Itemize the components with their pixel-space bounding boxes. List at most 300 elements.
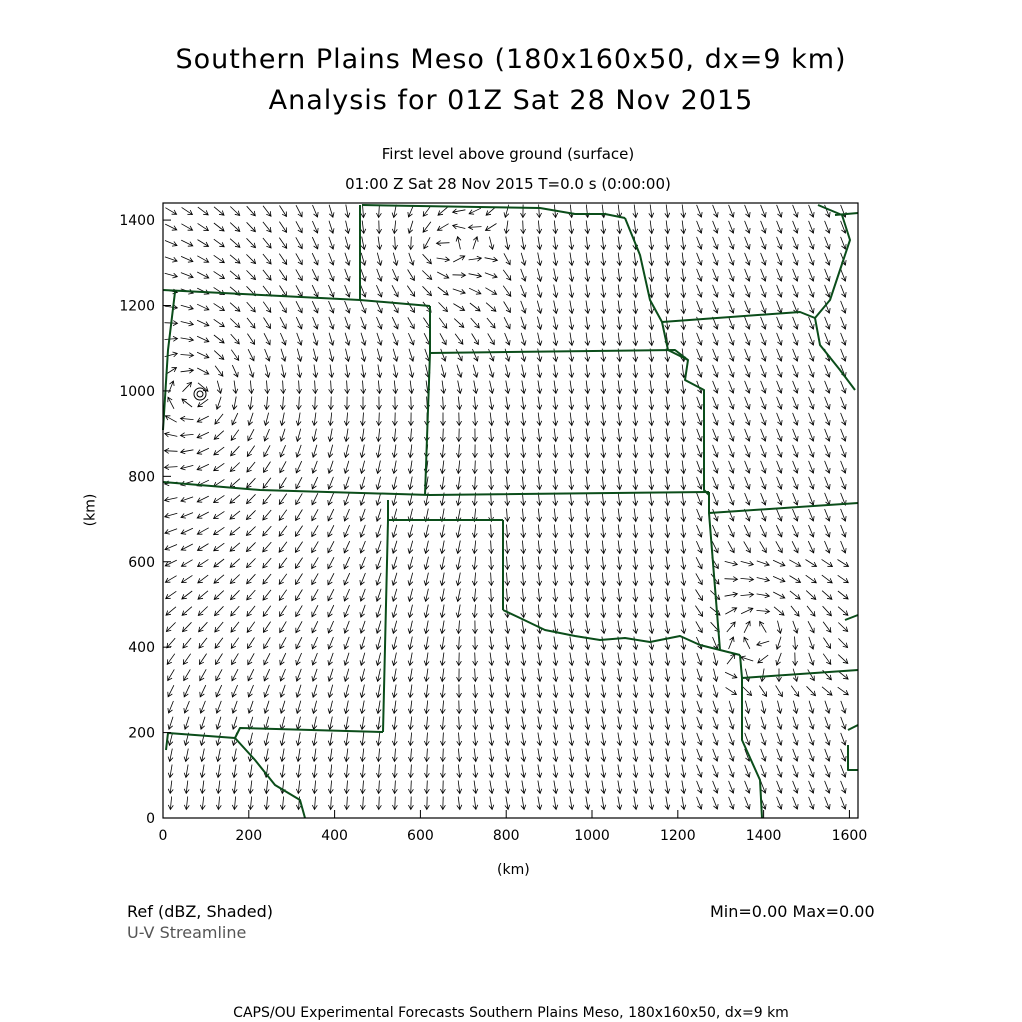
wind-vector-arrow [296, 637, 302, 649]
wind-vector-arrow [633, 285, 638, 298]
wind-vector-arrow [825, 317, 831, 329]
wind-vector-arrow [424, 525, 429, 538]
wind-vector-arrow [809, 749, 814, 761]
wind-vector-arrow [344, 781, 349, 794]
wind-vector-arrow [456, 349, 462, 361]
wind-vector-arrow [296, 781, 301, 794]
wind-vector-arrow [505, 381, 510, 394]
wind-vector-arrow [617, 493, 622, 506]
wind-vector-arrow [392, 285, 398, 297]
wind-vector-arrow [440, 541, 445, 554]
wind-vector-arrow [230, 255, 240, 263]
wind-vector-arrow [328, 653, 333, 665]
wind-vector-arrow [376, 685, 381, 698]
wind-vector-arrow [809, 717, 814, 729]
wind-vector-arrow [521, 237, 526, 250]
wind-vector-arrow [344, 765, 349, 778]
wind-vector-arrow [809, 493, 815, 505]
wind-vector-arrow [313, 333, 318, 345]
wind-vector-arrow [457, 797, 462, 810]
wind-vector-arrow [182, 575, 193, 582]
wind-vector-arrow [569, 317, 574, 330]
wind-vector-arrow [745, 797, 751, 809]
state-border-co-east [425, 306, 430, 495]
wind-vector-arrow [392, 637, 397, 650]
wind-vector-arrow [279, 494, 286, 505]
wind-vector-arrow [376, 557, 381, 569]
wind-vector-arrow [344, 493, 349, 505]
wind-vector-arrow [280, 461, 286, 472]
wind-vector-arrow [165, 497, 178, 502]
wind-vector-arrow [601, 573, 606, 586]
wind-vector-arrow [713, 397, 719, 409]
wind-vector-arrow [422, 271, 431, 280]
wind-vector-arrow [263, 478, 271, 488]
wind-vector-arrow [281, 365, 286, 378]
wind-vector-arrow [585, 781, 590, 794]
wind-vector-arrow [345, 333, 350, 345]
wind-vector-arrow [469, 256, 482, 261]
wind-vector-arrow [489, 605, 494, 618]
wind-vector-arrow [601, 509, 606, 522]
wind-vector-arrow [761, 509, 767, 521]
wind-vector-arrow [344, 669, 349, 682]
wind-vector-arrow [809, 797, 815, 809]
wind-vector-arrow [793, 461, 799, 473]
wind-vector-arrow [729, 349, 735, 361]
wind-vector-arrow [489, 733, 494, 746]
wind-vector-arrow [296, 445, 301, 457]
wind-vector-arrow [345, 205, 350, 218]
wind-vector-arrow [165, 336, 178, 341]
wind-vector-arrow [521, 445, 526, 458]
wind-vector-arrow [344, 445, 349, 458]
wind-vector-arrow [745, 461, 751, 473]
wind-vector-arrow [230, 319, 239, 328]
wind-vector-arrow [264, 717, 269, 730]
wind-vector-arrow [585, 269, 590, 282]
wind-vector-arrow [279, 510, 287, 521]
wind-vector-arrow [329, 381, 334, 394]
state-border-az-east [163, 292, 175, 430]
wind-vector-arrow [504, 317, 510, 329]
wind-vector-arrow [569, 413, 574, 426]
wind-vector-arrow [214, 559, 224, 567]
x-tick-label: 1400 [745, 828, 782, 844]
wind-vector-arrow [601, 797, 606, 810]
wind-vector-arrow [487, 318, 495, 328]
wind-vector-arrow [633, 493, 638, 506]
wind-vector-arrow [456, 573, 461, 586]
wind-vector-arrow [392, 765, 397, 778]
wind-vector-arrow [457, 717, 462, 730]
wind-vector-arrow [759, 686, 766, 697]
wind-vector-arrow [791, 606, 799, 616]
wind-vector-arrow [217, 381, 222, 394]
wind-vector-arrow [360, 637, 365, 649]
wind-vector-arrow [617, 381, 622, 394]
wind-vector-arrow [392, 477, 397, 490]
y-axis-label: (km) [82, 493, 99, 527]
wind-vector-arrow [424, 797, 429, 810]
wind-vector-arrow [505, 685, 510, 698]
wind-vector-arrow [312, 781, 317, 794]
wind-vector-arrow [181, 368, 194, 373]
wind-vector-arrow [777, 621, 782, 634]
wind-vector-arrow [440, 797, 445, 810]
wind-vector-arrow [197, 368, 209, 374]
wind-vector-arrow [361, 301, 367, 313]
wind-vector-arrow [633, 685, 638, 698]
wind-vector-arrow [489, 573, 494, 586]
wind-vector-arrow [537, 205, 542, 218]
wind-vector-arrow [197, 432, 209, 438]
wind-vector-arrow [665, 701, 670, 714]
wind-vector-arrow [793, 205, 799, 217]
wind-vector-arrow [729, 461, 735, 473]
wind-vector-arrow [569, 637, 574, 650]
wind-vector-arrow [537, 333, 542, 346]
wind-vector-arrow [617, 797, 622, 810]
wind-vector-arrow [280, 478, 287, 489]
wind-vector-arrow [537, 285, 542, 298]
wind-vector-arrow [601, 429, 606, 442]
wind-vector-arrow [601, 445, 606, 458]
wind-vector-arrow [457, 365, 462, 377]
wind-vector-arrow [409, 381, 414, 394]
wind-vector-arrow [841, 301, 847, 313]
wind-vector-arrow [665, 653, 670, 666]
wind-vector-arrow [329, 237, 334, 249]
wind-vector-arrow [440, 765, 445, 778]
wind-vector-arrow [424, 237, 430, 248]
wind-vector-arrow [184, 781, 189, 794]
wind-vector-arrow [312, 765, 317, 778]
wind-vector-arrow [601, 765, 606, 778]
wind-vector-arrow [360, 605, 365, 617]
wind-vector-arrow [809, 477, 815, 489]
wind-vector-arrow [521, 541, 526, 554]
wind-vector-arrow [197, 496, 209, 502]
wind-vector-arrow [649, 205, 654, 218]
wind-vector-arrow [841, 269, 847, 281]
wind-vector-arrow [197, 352, 209, 358]
wind-vector-arrow [633, 269, 638, 282]
wind-vector-arrow [521, 269, 526, 281]
wind-vector-arrow [789, 560, 800, 566]
wind-vector-arrow [601, 317, 606, 330]
wind-vector-arrow [809, 301, 815, 313]
wind-vector-arrow [553, 653, 558, 666]
wind-vector-arrow [537, 509, 542, 522]
wind-vector-arrow [230, 543, 240, 551]
wind-vector-arrow [713, 269, 719, 281]
wind-vector-arrow [424, 589, 429, 602]
wind-vector-arrow [165, 448, 178, 453]
wind-vector-arrow [232, 653, 239, 664]
wind-vector-arrow [296, 477, 302, 489]
wind-vector-arrow [230, 303, 240, 312]
wind-vector-arrow [231, 430, 239, 441]
wind-vector-arrow [328, 541, 334, 553]
wind-vector-arrow [537, 669, 542, 682]
wind-vector-arrow [345, 301, 351, 313]
wind-vector-arrow [809, 221, 815, 233]
wind-vector-arrow [697, 717, 702, 729]
wind-vector-arrow [569, 301, 574, 314]
wind-vector-arrow [537, 301, 542, 314]
wind-vector-arrow [408, 477, 413, 490]
wind-vector-arrow [264, 637, 271, 648]
wind-vector-arrow [838, 575, 849, 582]
wind-vector-arrow [649, 253, 654, 266]
wind-vector-arrow [825, 477, 831, 489]
wind-vector-arrow [537, 221, 542, 234]
wind-vector-arrow [424, 717, 429, 730]
wind-vector-arrow [553, 781, 558, 794]
wind-vector-arrow [329, 253, 335, 265]
wind-vector-arrow [633, 589, 638, 602]
state-border-ia-south [662, 312, 815, 322]
wind-vector-arrow [649, 429, 654, 442]
wind-vector-arrow [713, 237, 719, 249]
wind-vector-arrow [424, 781, 429, 794]
wind-vector-arrow [569, 541, 574, 554]
wind-vector-arrow [585, 253, 590, 266]
wind-vector-arrow [456, 541, 461, 554]
wind-vector-arrow [777, 333, 783, 345]
wind-vector-arrow [713, 653, 718, 666]
wind-vector-arrow [168, 781, 173, 794]
wind-vector-arrow [838, 607, 848, 616]
wind-vector-arrow [440, 685, 445, 698]
wind-vector-arrow [312, 573, 318, 584]
wind-vector-arrow [569, 429, 574, 442]
wind-vector-arrow [601, 413, 606, 426]
wind-vector-arrow [521, 701, 526, 714]
wind-vector-arrow [344, 701, 349, 714]
wind-vector-arrow [793, 365, 799, 377]
wind-vector-arrow [601, 269, 606, 282]
wind-vector-arrow [601, 781, 606, 794]
wind-vector-arrow [665, 445, 670, 458]
wind-vector-arrow [248, 413, 253, 425]
wind-vector-arrow [489, 685, 494, 698]
wind-vector-arrow [280, 797, 285, 810]
wind-vector-arrow [569, 781, 574, 794]
wind-vector-arrow [504, 302, 511, 313]
wind-vector-arrow [808, 621, 814, 633]
wind-vector-arrow [777, 349, 783, 361]
wind-vector-arrow [601, 397, 606, 410]
wind-vector-arrow [296, 669, 301, 681]
wind-vector-arrow [777, 205, 783, 217]
wind-vector-arrow [376, 461, 381, 474]
wind-vector-arrow [601, 253, 606, 266]
wind-vector-arrow [408, 621, 413, 634]
wind-vector-arrow [473, 445, 478, 458]
wind-vector-arrow [457, 413, 462, 426]
wind-vector-arrow [489, 429, 494, 442]
wind-vector-arrow [296, 621, 302, 632]
wind-vector-arrow [553, 701, 558, 714]
wind-vector-arrow [697, 365, 703, 377]
wind-vector-arrow [841, 781, 847, 793]
wind-vector-arrow [713, 221, 719, 233]
wind-vector-arrow [423, 254, 432, 264]
wind-vector-arrow [216, 717, 221, 729]
wind-vector-arrow [823, 622, 831, 632]
wind-vector-arrow [681, 285, 686, 298]
wind-vector-arrow [489, 557, 494, 570]
wind-vector-arrow [569, 205, 574, 218]
wind-vector-arrow [649, 445, 654, 458]
low-center-marker [194, 388, 206, 400]
wind-vector-arrow [806, 591, 816, 600]
wind-vector-arrow [553, 749, 558, 762]
wind-vector-arrow [553, 685, 558, 698]
wind-vector-arrow [841, 733, 846, 745]
wind-vector-arrow [214, 223, 224, 231]
wind-vector-arrow [841, 701, 846, 713]
wind-vector-arrow [649, 605, 654, 618]
wind-vector-arrow [569, 333, 574, 346]
wind-vector-arrow [505, 781, 510, 794]
wind-vector-arrow [601, 381, 606, 394]
wind-vector-arrow [806, 575, 817, 583]
wind-vector-arrow [761, 381, 767, 393]
wind-vector-arrow [601, 525, 606, 538]
wind-vector-arrow [822, 575, 832, 583]
wind-vector-arrow [424, 733, 429, 746]
wind-vector-arrow [537, 781, 542, 794]
wind-vector-arrow [456, 557, 461, 570]
wind-vector-arrow [809, 525, 815, 537]
wind-vector-arrow [649, 541, 654, 554]
wind-vector-arrow [197, 336, 209, 342]
wind-vector-arrow [361, 397, 366, 410]
wind-vector-arrow [361, 349, 366, 362]
wind-vector-arrow [184, 669, 191, 680]
wind-vector-arrow [745, 493, 751, 505]
wind-vector-arrow [280, 429, 285, 441]
wind-vector-arrow [809, 317, 815, 329]
wind-vector-arrow [360, 525, 365, 537]
wind-vector-arrow [729, 413, 735, 425]
state-border-ok-north [163, 482, 709, 495]
wind-vector-arrow [521, 285, 527, 297]
wind-vector-arrow [793, 477, 799, 489]
wind-vector-arrow [665, 669, 670, 682]
wind-vector-arrow [601, 333, 606, 346]
wind-vector-arrow [312, 717, 317, 730]
wind-vector-arrow [392, 445, 397, 458]
wind-vector-arrow [392, 797, 397, 810]
wind-vector-arrow [841, 285, 847, 297]
wind-vector-arrow [601, 669, 606, 682]
wind-vector-arrow [521, 253, 526, 265]
wind-vector-arrow [633, 301, 638, 314]
wind-vector-arrow [745, 397, 751, 409]
wind-vector-arrow [729, 237, 735, 249]
wind-vector-arrow [456, 653, 461, 666]
wind-vector-arrow [825, 765, 831, 777]
wind-vector-arrow [248, 429, 254, 441]
wind-vector-arrow [264, 749, 269, 762]
wind-vector-arrow [681, 253, 686, 266]
x-tick-label: 1200 [659, 828, 696, 844]
wind-vector-arrow [182, 207, 193, 214]
wind-vector-arrow [537, 349, 542, 362]
wind-vector-arrow [745, 221, 751, 233]
wind-vector-arrow [729, 317, 735, 329]
wind-vector-arrow [665, 477, 670, 490]
wind-vector-arrow [825, 413, 831, 425]
wind-vector-arrow [681, 477, 686, 490]
wind-vector-arrow [263, 558, 271, 568]
wind-vector-arrow [793, 237, 799, 249]
wind-vector-arrow [729, 285, 735, 297]
wind-vector-arrow [344, 653, 349, 665]
wind-vector-arrow [328, 685, 333, 698]
wind-vector-arrow [392, 653, 397, 666]
wind-vector-arrow [280, 701, 285, 713]
wind-vector-arrow [633, 429, 638, 442]
wind-vector-arrow [777, 429, 783, 441]
wind-vector-arrow [761, 349, 767, 361]
wind-vector-arrow [585, 685, 590, 698]
wind-vector-arrow [585, 493, 590, 506]
wind-vector-arrow [232, 397, 237, 410]
wind-vector-arrow [649, 701, 654, 714]
wind-vector-arrow [360, 701, 365, 714]
wind-vector-arrow [838, 655, 848, 664]
wind-vector-arrow [825, 381, 831, 393]
wind-vector-arrow [569, 285, 574, 298]
wind-vector-arrow [344, 605, 350, 617]
wind-vector-arrow [345, 237, 350, 250]
wind-vector-arrow [279, 590, 286, 601]
wind-vector-arrow [505, 701, 510, 714]
wind-vector-arrow [617, 749, 622, 762]
wind-vector-arrow [214, 351, 224, 360]
wind-vector-arrow [696, 621, 702, 632]
wind-vector-arrow [469, 273, 482, 278]
wind-vector-arrow [713, 285, 719, 297]
wind-vector-arrow [216, 797, 221, 810]
wind-vector-arrow [553, 765, 558, 778]
wind-vector-arrow [279, 238, 286, 249]
wind-vector-arrow [393, 365, 398, 378]
wind-vector-arrow [697, 269, 703, 281]
wind-vector-arrow [408, 765, 413, 778]
wind-vector-arrow [521, 381, 526, 394]
wind-vector-arrow [553, 733, 558, 746]
wind-vector-arrow [633, 525, 638, 538]
wind-vector-arrow [825, 525, 831, 537]
wind-vector-arrow [537, 797, 542, 810]
wind-vector-arrow [553, 557, 558, 570]
wind-vector-arrow [617, 477, 622, 490]
wind-vector-arrow [360, 717, 365, 730]
wind-vector-arrow [697, 733, 702, 745]
wind-vector-arrow [198, 559, 209, 566]
wind-vector-arrow [633, 333, 638, 346]
wind-vector-arrow [713, 477, 719, 489]
wind-vector-arrow [376, 621, 381, 633]
wind-vector-arrow [296, 685, 301, 697]
wind-vector-arrow [697, 237, 703, 249]
